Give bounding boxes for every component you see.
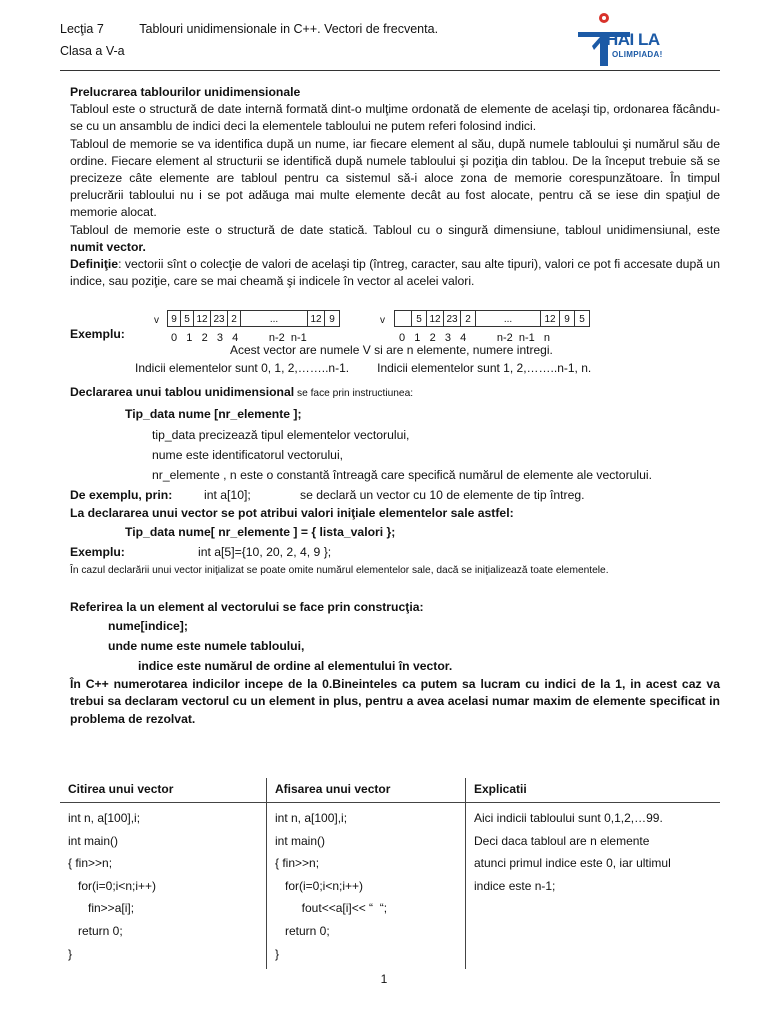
vector-cell: ... [475, 310, 541, 327]
vector-cell: 2 [227, 310, 241, 327]
paragraph-static [70, 222, 720, 256]
reference-syntax: nume[indice]; [108, 619, 188, 634]
reference-desc-name: unde nume este numele tabloului, [108, 639, 305, 654]
code-line: { fin>>n; [68, 856, 113, 871]
vector2-cells [395, 310, 590, 327]
vector-cell: 12 [540, 310, 560, 327]
vector1-name: v [154, 315, 159, 327]
vector-cell: 9 [167, 310, 181, 327]
reference-intro: Referirea la un element al vectorului se face prin construcţia: [70, 600, 424, 615]
olympiad-logo [574, 10, 664, 70]
table-row [60, 803, 720, 970]
code-line: for(i=0;i<n;i++) [68, 878, 157, 893]
code-line: fout<<a[i]<< “ “; [275, 901, 388, 916]
code-line: } [68, 946, 73, 961]
init-example-code: int a[5]={10, 20, 2, 4, 9 }; [198, 544, 332, 559]
vector1-cells [168, 310, 340, 327]
header-title-line [60, 22, 438, 36]
example-label: Exemplu: [70, 327, 125, 342]
vector-cell: 2 [460, 310, 476, 327]
indexing-note: În C++ numerotarea indicilor incepe de la 0.Bineinteles ca putem sa lucram cu indici de la 1, in acest caz va trebui sa declaram vectorul cu un element in plus, pentru a avea acelasi numar maxim de elemente specificat in problema de rezolvat. [70, 677, 720, 726]
code-line: for(i=0;i<n;i++) [275, 878, 364, 893]
vector-cell: 9 [324, 310, 340, 327]
paragraph-memory: Tabloul de memorie se va identifica după un nume, iar fiecare element al său, după numele tabloului şi numărul său de ordine. Fiecare element al structurii se identifică după numele tabloului şi poziţia din tablou. De la început trebuie să se precizeze câte elemente are tabloul pentru ca sistemul să-i aloce zona de memorie corespunzătoare. În timpul prelucrării tabloului nu i se pot adăuga mai multe elemente decât au fost alocate, pentru că se iese din spaţiul de memorie alocat. [70, 136, 720, 220]
code-table [60, 778, 720, 969]
vector-example [70, 310, 720, 374]
vector-cell [394, 310, 412, 327]
vector-cell: 12 [193, 310, 211, 327]
class-label: Clasa a V-a [60, 44, 125, 58]
code-line: int n, a[100],i; [275, 811, 348, 825]
explain-line: indice este n-1; [474, 878, 556, 893]
vector-cell: ... [240, 310, 308, 327]
code-line: } [275, 946, 280, 961]
reference-desc-index: indice este numărul de ordine al elementului în vector. [138, 659, 453, 674]
code-line: int main() [68, 833, 119, 848]
declaration-example [70, 485, 720, 505]
table-header-row [60, 778, 720, 803]
definitie-label: Definiţie [70, 257, 119, 272]
write-code-cell [267, 803, 466, 970]
declaration-heading: Declararea unui tablou unidimensional [70, 385, 295, 400]
code-line: int n, a[100],i; [68, 811, 141, 825]
page-number: 1 [380, 972, 388, 986]
indices-note [135, 360, 591, 377]
vector-cell: 12 [307, 310, 325, 327]
code-line: fin>>a[i]; [68, 901, 135, 916]
explain-cell [466, 803, 721, 970]
vector1-indices: 0 1 2 3 4 n-2 n-1 [171, 332, 307, 345]
vector-cell: 5 [574, 310, 590, 327]
paragraph-definition: Tabloul este o structură de date internă formată dint-o mulţime ordonată de elemente de acelaşi tip, ordonarea făcându-se cu un ansamblu de indici deci la elementele tabloului ne putem referi folosind indici. [70, 102, 720, 134]
static-text: Tabloul de memorie este o structură de date statică. Tabloul cu o singură dimensiune, tabloul unidimensiunal, este [70, 222, 720, 237]
indices-note-a: Indicii elementelor sunt 0, 1, 2,……..n-1. [135, 361, 350, 376]
paragraph-definitie [70, 256, 720, 290]
vector2-name: v [380, 315, 385, 327]
declaration-desc-size: nr_elemente , n este o constantă întreagă care specifică numărul de elemente ale vectorului. [152, 467, 652, 482]
declaration-desc-type: tip_data precizează tipul elementelor vectorului, [152, 427, 410, 442]
declaration-example-text: se declară un vector cu 10 de elemente de tip întreg. [300, 487, 585, 502]
explain-line: Deci daca tabloul are n elemente [474, 833, 650, 848]
init-intro: La declararea unui vector se pot atribui valori iniţiale elementelor sale astfel: [70, 505, 514, 520]
vector-caption: Acest vector are numele V si are n elemente, numere intregi. [230, 343, 553, 358]
lesson-label: Lecţia 7 [60, 22, 104, 36]
declaration-example-label: De exemplu, prin: [70, 487, 173, 502]
explain-line: Aici indicii tabloului sunt 0,1,2,…99. [474, 811, 663, 825]
explain-line: atunci primul indice este 0, iar ultimul [474, 856, 671, 871]
section-heading: Prelucrarea tablourilor unidimensionale [70, 85, 301, 99]
code-line: int main() [275, 833, 326, 848]
declaration-desc-name: nume este identificatorul vectorului, [152, 447, 344, 462]
vector-cell: 5 [180, 310, 194, 327]
vector-term: numit vector. [70, 239, 146, 254]
header-explain: Explicatii [466, 778, 721, 803]
code-line: { fin>>n; [275, 856, 320, 871]
init-syntax: Tip_data nume[ nr_elemente ] = { lista_valori }; [125, 524, 396, 539]
code-line: return 0; [275, 923, 330, 938]
vector-cell: 5 [411, 310, 427, 327]
vector2-indices: 0 1 2 3 4 n-2 n-1 n [399, 332, 551, 345]
logo-subtext: OLIMPIADA! [612, 50, 663, 59]
lesson-title: Tablouri unidimensionale in C++. Vectori de frecventa. [139, 22, 439, 36]
init-example [70, 542, 720, 562]
read-code-cell [60, 803, 267, 970]
code-line: return 0; [68, 923, 123, 938]
header-divider [60, 70, 720, 71]
header-write: Afisarea unui vector [267, 778, 466, 803]
definitie-text: : vectorii sînt o colecţie de valori de acelaşi tip (întreg, caracter, sau alte tipuri), valori ce pot fi accesate după un indice, sau poziţie, care se mai cheamă şi indicele în vector al acelei valori. [70, 257, 720, 289]
declaration-rest: se face prin instructiunea: [294, 388, 414, 400]
declaration-intro [70, 384, 720, 402]
init-example-label: Exemplu: [70, 544, 125, 559]
vector-cell: 23 [210, 310, 228, 327]
header-read: Citirea unui vector [60, 778, 267, 803]
declaration-syntax: Tip_data nume [nr_elemente ]; [125, 406, 302, 421]
indices-note-b: Indicii elementelor sunt 1, 2,……..n-1, n. [377, 361, 592, 376]
vector-cell: 9 [559, 310, 575, 327]
vector-cell: 12 [426, 310, 444, 327]
declaration-example-code: int a[10]; [204, 487, 251, 502]
init-omit-note: În cazul declarării unui vector iniţializat se poate omite numărul elementelor sale, dacă se iniţializează toate elementele. [70, 564, 609, 576]
logo-text: HAI LA [606, 30, 660, 49]
lesson-content [70, 84, 720, 728]
vector-cell: 23 [443, 310, 461, 327]
